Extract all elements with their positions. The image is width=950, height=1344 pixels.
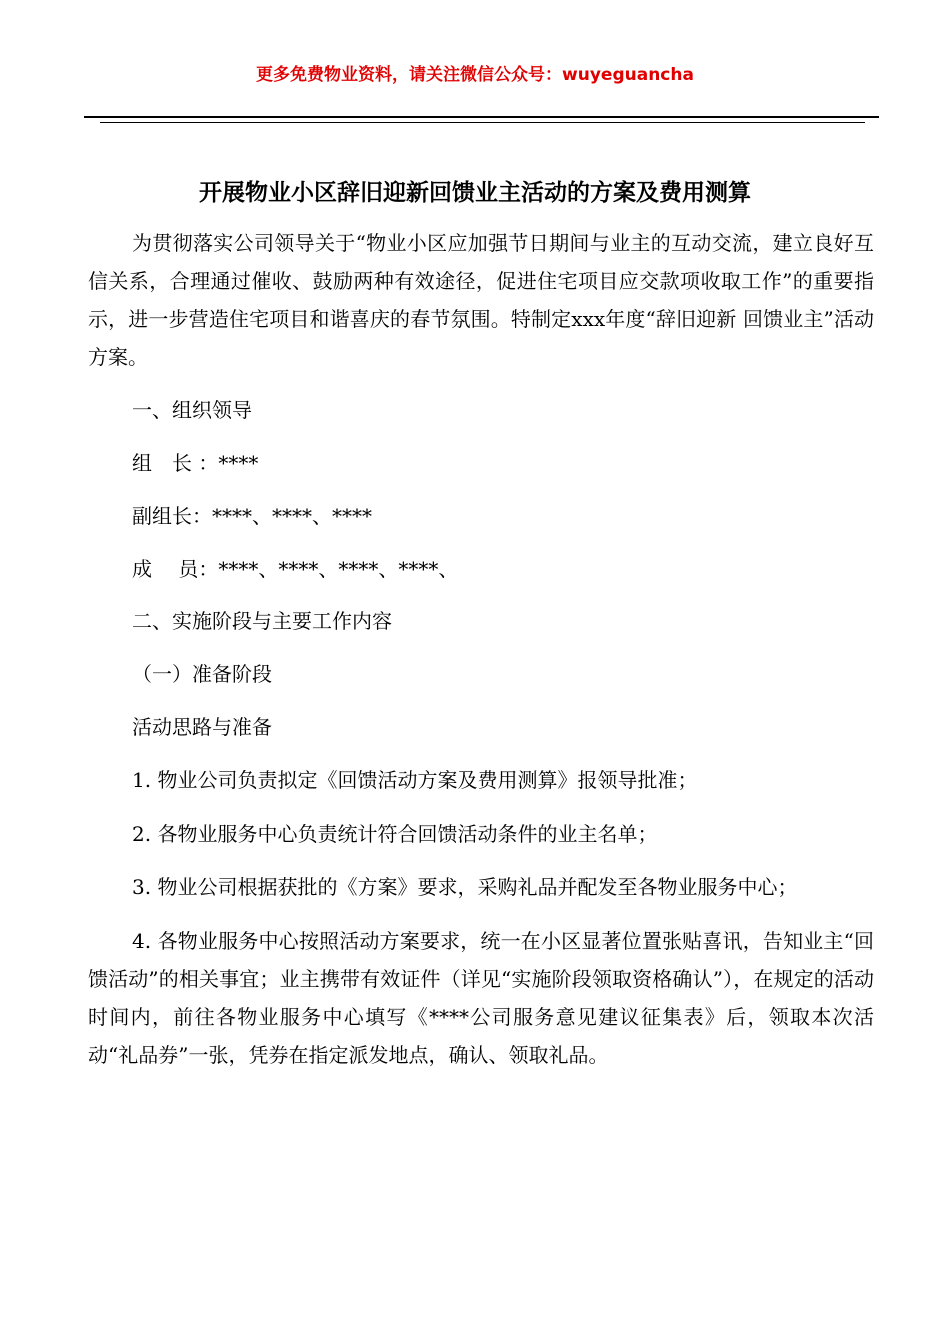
section1-heading: 一、组织领导 [132, 398, 252, 422]
list-item-4: 4. 各物业服务中心按照活动方案要求，统一在小区显著位置张贴喜讯，告知业主“回馈活动”的相关事宜；业主携带有效证件（详见“实施阶段领取资格确认”），在规定的活动时间内，前往各物业服务中心填写《****公司服务意见建议征集表》后，领取本次活动“礼品券”一张，凭券在指定派发地点，确认、领取礼品。 [88, 929, 874, 1067]
document-title: 开展物业小区辞旧迎新回馈业主活动的方案及费用测算 [199, 180, 751, 206]
header-rule-thick [84, 116, 879, 118]
leader-line: 组 长 ：**** [132, 451, 259, 475]
list-item-3: 3. 物业公司根据获批的《方案》要求，采购礼品并配发至各物业服务中心； [132, 875, 798, 899]
subsection1-heading: （一）准备阶段 [132, 662, 272, 686]
subsection1-subheading: 活动思路与准备 [132, 715, 272, 739]
list-item-2: 2. 各物业服务中心负责统计符合回馈活动条件的业主名单； [132, 822, 658, 846]
vice-leader-line: 副组长：****、****、**** [132, 504, 372, 528]
header-note: 更多免费物业资料，请关注微信公众号：wuyeguancha [256, 65, 694, 85]
members-line: 成 员：****、****、****、****、 [132, 557, 459, 581]
list-item-1: 1. 物业公司负责拟定《回馈活动方案及费用测算》报领导批准； [132, 768, 698, 792]
intro-paragraph: 为贯彻落实公司领导关于“物业小区应加强节日期间与业主的互动交流，建立良好互信关系，合理通过催收、鼓励两种有效途径，促进住宅项目应交款项收取工作”的重要指示，进一步营造住宅项目和谐喜庆的春节氛围。特制定xxx年度“辞旧迎新 回馈业主”活动方案。 [88, 231, 874, 369]
section2-heading: 二、实施阶段与主要工作内容 [132, 609, 392, 633]
header-rule-thin [100, 122, 865, 123]
